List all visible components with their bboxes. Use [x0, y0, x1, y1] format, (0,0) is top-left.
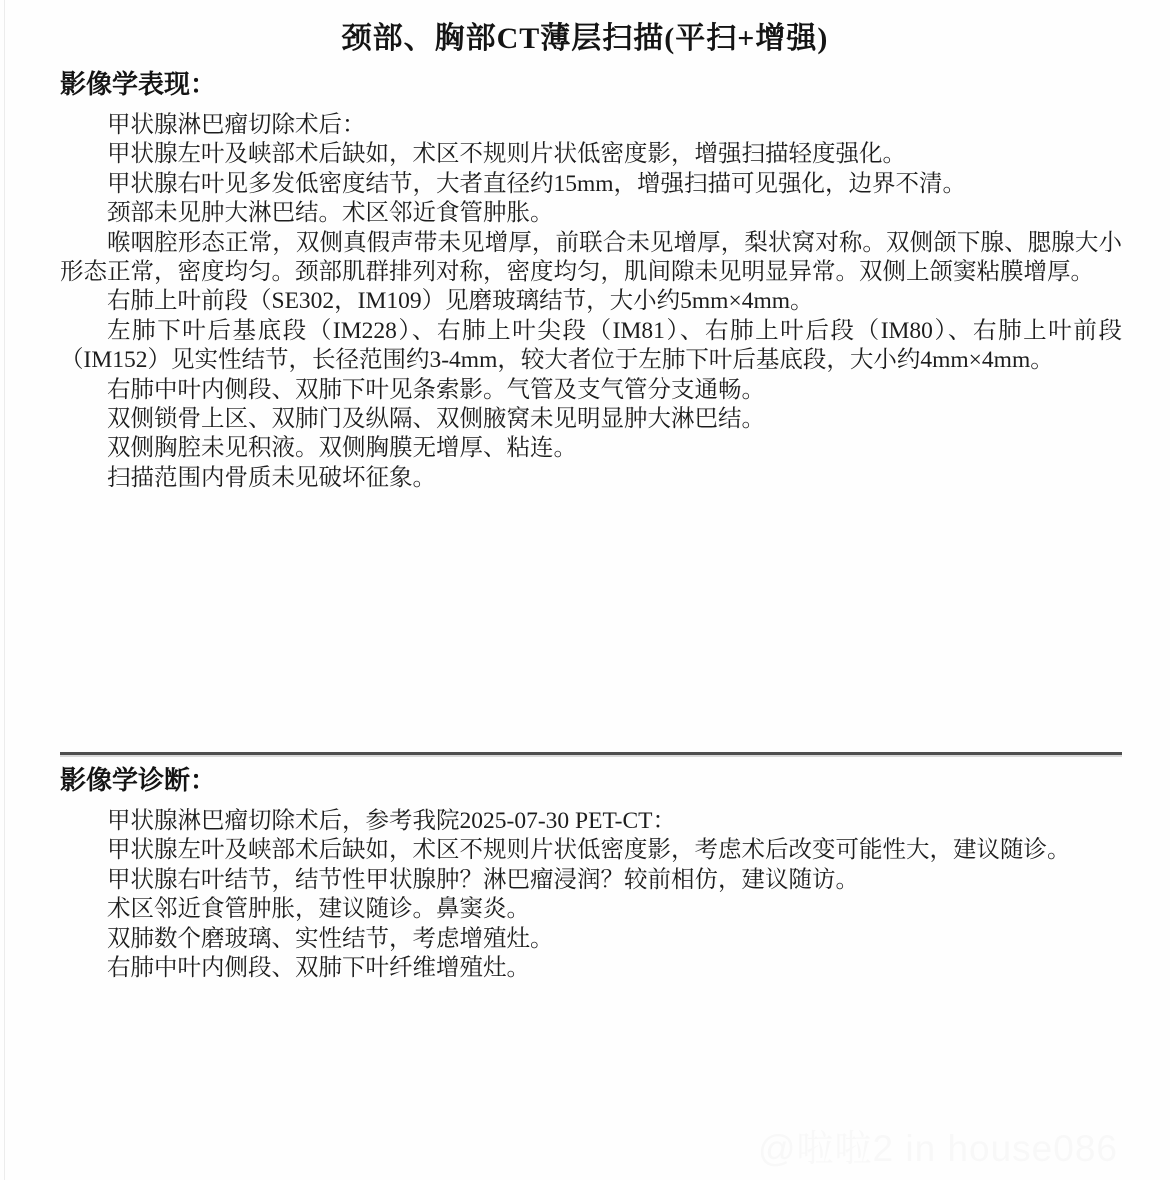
watermark-text: @啦啦2 in house086	[757, 1128, 1118, 1169]
diagnosis-paragraph: 术区邻近食管肿胀，建议随诊。鼻窦炎。	[107, 896, 530, 923]
findings-paragraph: 双侧锁骨上区、双肺门及纵隔、双侧腋窝未见明显肿大淋巴结。	[107, 406, 765, 433]
findings-paragraph: 喉咽腔形态正常，双侧真假声带未见增厚，前联合未见增厚，梨状窝对称。双侧颌下腺、腮腺大小形态正常，密度均匀。颈部肌群排列对称，密度均匀，肌间隙未见明显异常。双侧上颌窦粘膜增厚。	[60, 229, 1122, 286]
findings-section	[60, 68, 1122, 493]
findings-paragraph: 右肺中叶内侧段、双肺下叶见条索影。气管及支气管分支通畅。	[107, 376, 765, 403]
diagnosis-heading: 影像学诊断：	[60, 766, 217, 795]
findings-heading: 影像学表现：	[60, 70, 217, 99]
findings-paragraph: 甲状腺淋巴瘤切除术后：	[107, 112, 366, 138]
diagnosis-paragraph: 甲状腺右叶结节，结节性甲状腺肿？淋巴瘤浸润？较前相仿，建议随访。	[107, 866, 859, 893]
report-title: 颈部、胸部CT薄层扫描(平扫+增强)	[341, 22, 829, 55]
findings-paragraph: 扫描范围内骨质未见破坏征象。	[107, 464, 436, 491]
diagnosis-paragraph: 甲状腺淋巴瘤切除术后，参考我院2025-07-30 PET-CT：	[107, 808, 677, 834]
diagnosis-paragraph: 甲状腺左叶及峡部术后缺如，术区不规则片状低密度影，考虑术后改变可能性大，建议随诊。	[107, 837, 1071, 864]
diagnosis-paragraph: 右肺中叶内侧段、双肺下叶纤维增殖灶。	[107, 955, 530, 982]
section-divider-line	[60, 752, 1122, 755]
diagnosis-paragraph: 双肺数个磨玻璃、实性结节，考虑增殖灶。	[107, 925, 554, 952]
findings-paragraph: 甲状腺左叶及峡部术后缺如，术区不规则片状低密度影，增强扫描轻度强化。	[107, 141, 906, 168]
findings-paragraph: 左肺下叶后基底段（IM228）、右肺上叶尖段（IM81）、右肺上叶后段（IM80）、右肺上叶前段（IM152）见实性结节，长径范围约3-4mm，较大者位于左肺下叶后基底段，大小约4mm×4mm。	[60, 317, 1122, 374]
diagnosis-section	[60, 752, 1122, 983]
findings-paragraph: 甲状腺右叶见多发低密度结节，大者直径约15mm，增强扫描可见强化，边界不清。	[107, 170, 967, 197]
page-left-edge-line	[4, 0, 5, 1180]
findings-paragraph: 颈部未见肿大淋巴结。术区邻近食管肿胀。	[107, 200, 554, 227]
findings-paragraph: 右肺上叶前段（SE302，IM109）见磨玻璃结节，大小约5mm×4mm。	[107, 288, 814, 315]
findings-paragraph: 双侧胸腔未见积液。双侧胸膜无增厚、粘连。	[107, 435, 577, 462]
